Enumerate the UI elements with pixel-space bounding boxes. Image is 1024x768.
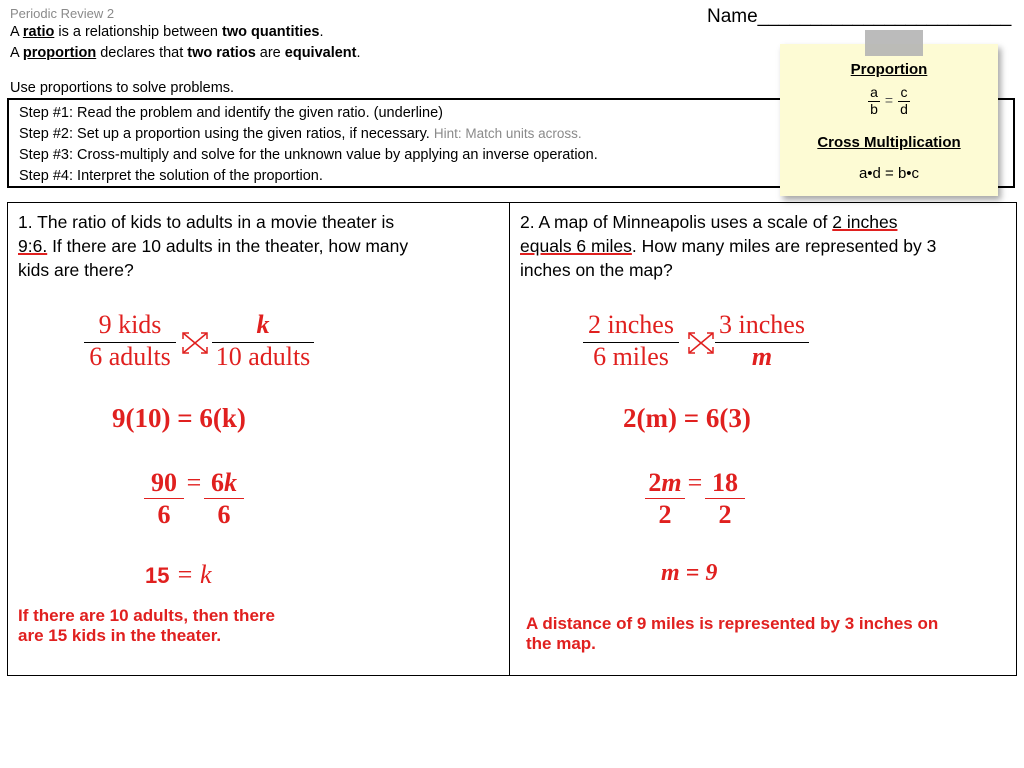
problem-2-step-2: 2m 2 = 18 2 bbox=[645, 468, 755, 532]
step-4: Step #4: Interpret the solution of the proportion. bbox=[19, 168, 323, 184]
step-1: Step #1: Read the problem and identify the given ratio. (underline) bbox=[19, 105, 443, 121]
step-3: Step #3: Cross-multiply and solve for the unknown value by applying an inverse operation. bbox=[19, 147, 598, 163]
problem-1-step-3: 15 = k bbox=[145, 560, 212, 589]
name-field[interactable]: Name________________________ bbox=[707, 6, 1012, 27]
sticky-note bbox=[780, 44, 998, 196]
page-subtitle: Periodic Review 2 bbox=[10, 6, 115, 21]
problem-1-step-2: 90 6 = 6k 6 bbox=[144, 468, 254, 532]
problem-2-answer: A distance of 9 miles is represented by 3 inches on the map. bbox=[526, 614, 939, 653]
problem-2-proportion: 2 inches 6 miles 3 inches m bbox=[583, 310, 823, 374]
proportion-definition: A proportion declares that two ratios are equivalent. bbox=[10, 45, 361, 61]
problem-1-proportion: 9 kids 6 adults k 10 adults bbox=[84, 310, 324, 374]
problem-1-answer: If there are 10 adults, then there are 15 kids in the theater. bbox=[18, 606, 275, 645]
tape-strip bbox=[865, 30, 923, 56]
problem-1-text: 1. The ratio of kids to adults in a movie theater is 9:6. If there are 10 adults in the theater, how many kids are there? bbox=[18, 212, 409, 280]
ratio-definition: A ratio is a relationship between two quantities. bbox=[10, 24, 324, 40]
lesson-goal: Use proportions to solve problems. bbox=[10, 80, 235, 96]
cross-arrows-icon bbox=[686, 330, 716, 356]
problem-2-step-3: m = 9 bbox=[661, 560, 718, 586]
step-2: Step #2: Set up a proportion using the given ratios, if necessary. Hint: Match units across. bbox=[19, 126, 582, 142]
problem-1-step-1: 9(10) = 6(k) bbox=[112, 403, 246, 433]
cross-multiplication-title: Cross Multiplication bbox=[817, 134, 961, 151]
problem-2-step-1: 2(m) = 6(3) bbox=[623, 403, 751, 433]
cross-multiplication-formula: a•d = b•c bbox=[858, 165, 920, 182]
cross-arrows-icon bbox=[180, 330, 210, 356]
problem-2-text: 2. A map of Minneapolis uses a scale of 2 inches equals 6 miles. How many miles are represented by 3 inches on the map? bbox=[520, 212, 937, 280]
hint-text: Hint: Match units across. bbox=[433, 126, 582, 141]
proportion-title: Proportion bbox=[850, 61, 928, 78]
proportion-formula: a b = c d bbox=[868, 84, 912, 120]
